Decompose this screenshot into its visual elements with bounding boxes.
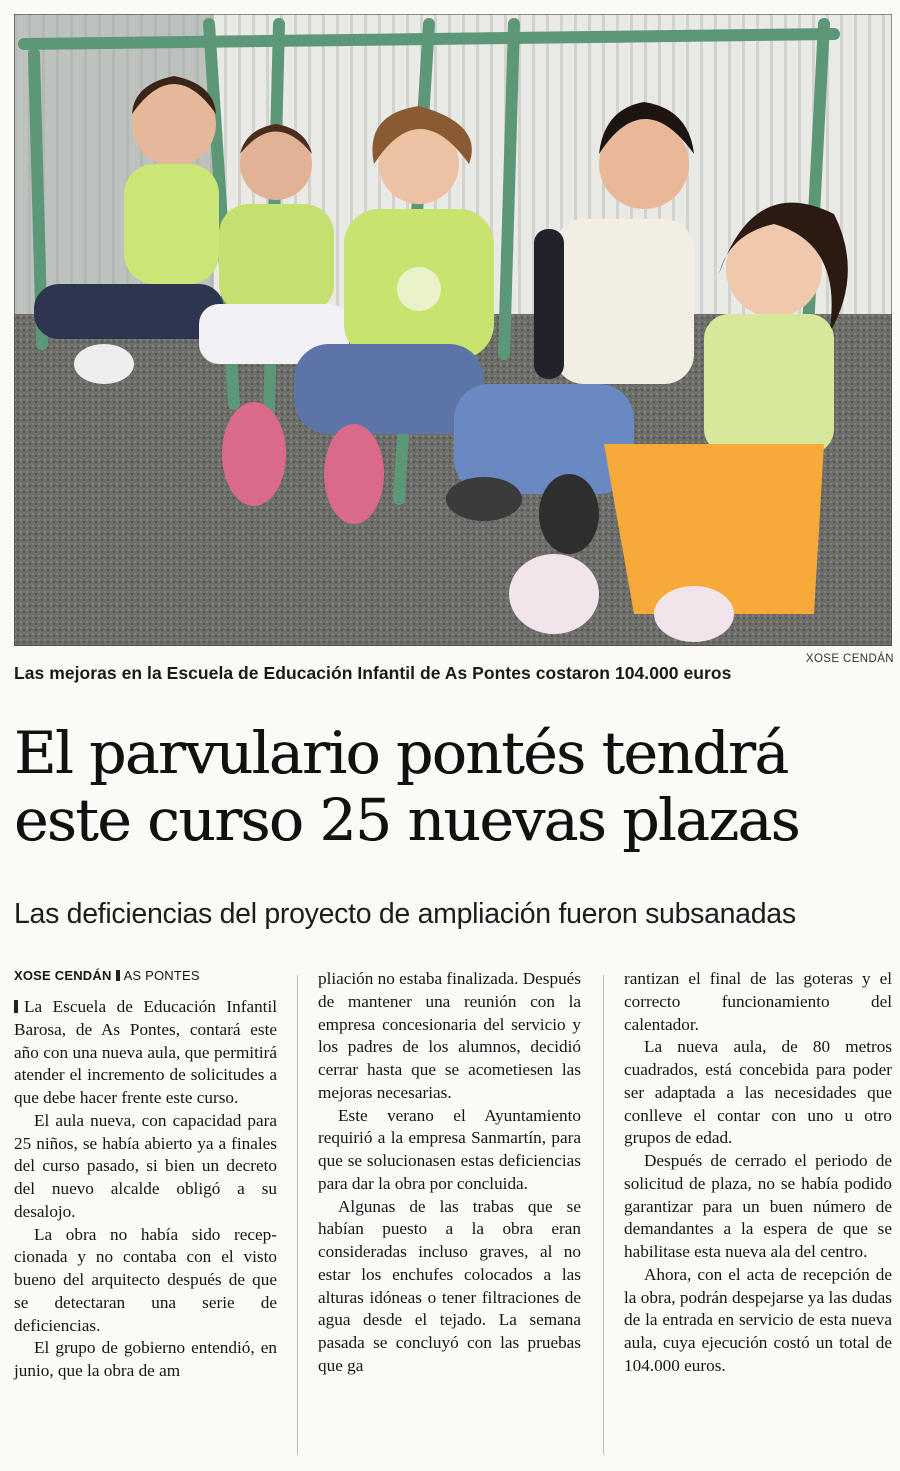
paragraph: Este verano el Ayuntamiento requirió a la empresa Sanmartín, para que se solucionasen estas deficiencias para dar la obra por concluida.	[318, 1105, 581, 1193]
column-divider	[603, 975, 604, 1455]
paragraph: El grupo de gobierno entendió, en junio, que la obra de am	[14, 1338, 277, 1380]
paragraph: Algunas de las trabas que se habían puesto a la obra eran consideradas incluso graves, al no estar los enchufes colocados a las alturas idóneas o tener filtraciones de agua desde el tejado. La semana pasada se concluyó con las pruebas que ga	[318, 1196, 581, 1375]
paragraph	[14, 996, 277, 1110]
paragraph: La obra no había sido recepcionada y no contaba con el visto bueno del arquitecto después de que se detectaran una serie de deficiencias.	[14, 1224, 277, 1335]
paragraph: El aula nueva, con capacidad para 25 niños, se había abierto ya a finales del curso pasado, si bien un decreto del nuevo alcalde obligó a su desalojo.	[14, 1110, 277, 1221]
paragraph: pliación no estaba finalizada. Después de mantener una reunión con la empresa concesionaria del servicio y los padres de los alumnos, decidió cerrar hasta que se acometiesen las mejoras necesarias.	[318, 969, 581, 1102]
byline-author: XOSE CENDÁN	[14, 968, 112, 983]
byline	[14, 968, 277, 984]
paragraph-text: La Escuela de Educación Infantil Barosa, de As Pontes, contará este año con una nueva aula, que permitirá atender el incremento de solicitudes a que debe hacer frente este curso.	[14, 997, 277, 1107]
paragraph: Después de cerrado el periodo de solicitud de plaza, no se había podido garantizar para un buen número de demandantes a la espera de que se habilitase esta nueva ala del centro.	[624, 1151, 892, 1261]
headline-line-2: este curso 25 nuevas plazas	[14, 786, 800, 854]
article-photo	[14, 14, 892, 646]
paragraph: rantizan el final de las goteras y el correcto funcionamiento del calentador.	[624, 969, 892, 1034]
photo-credit: XOSE CENDÁN	[805, 653, 894, 665]
article-column-1	[14, 968, 277, 1383]
byline-location: AS PONTES	[123, 968, 200, 983]
headline	[14, 720, 900, 854]
lead-marker	[14, 1000, 18, 1013]
headline-line-1: El parvulario pontés tendrá	[14, 719, 788, 787]
byline-separator	[116, 970, 120, 981]
photo-illustration	[14, 14, 892, 646]
column-divider	[297, 975, 298, 1455]
subheadline: Las deficiencias del proyecto de ampliación fueron subsanadas	[14, 898, 796, 930]
article-column-3	[624, 968, 892, 1378]
photo-caption: Las mejoras en la Escuela de Educación Infantil de As Pontes costaron 104.000 euros	[14, 663, 732, 683]
article-column-2	[318, 968, 581, 1378]
paragraph: Ahora, con el acta de recepción de la obra, podrán despejarse ya las dudas de la entrada en servicio de esta nueva aula, cuya ejecución costó un total de 104.000 euros.	[624, 1264, 892, 1375]
paragraph: La nueva aula, de 80 metros cuadrados, está concebida para poder ser adaptada a las necesidades que conlleve el contar con uno u otro grupos de edad.	[624, 1037, 892, 1148]
